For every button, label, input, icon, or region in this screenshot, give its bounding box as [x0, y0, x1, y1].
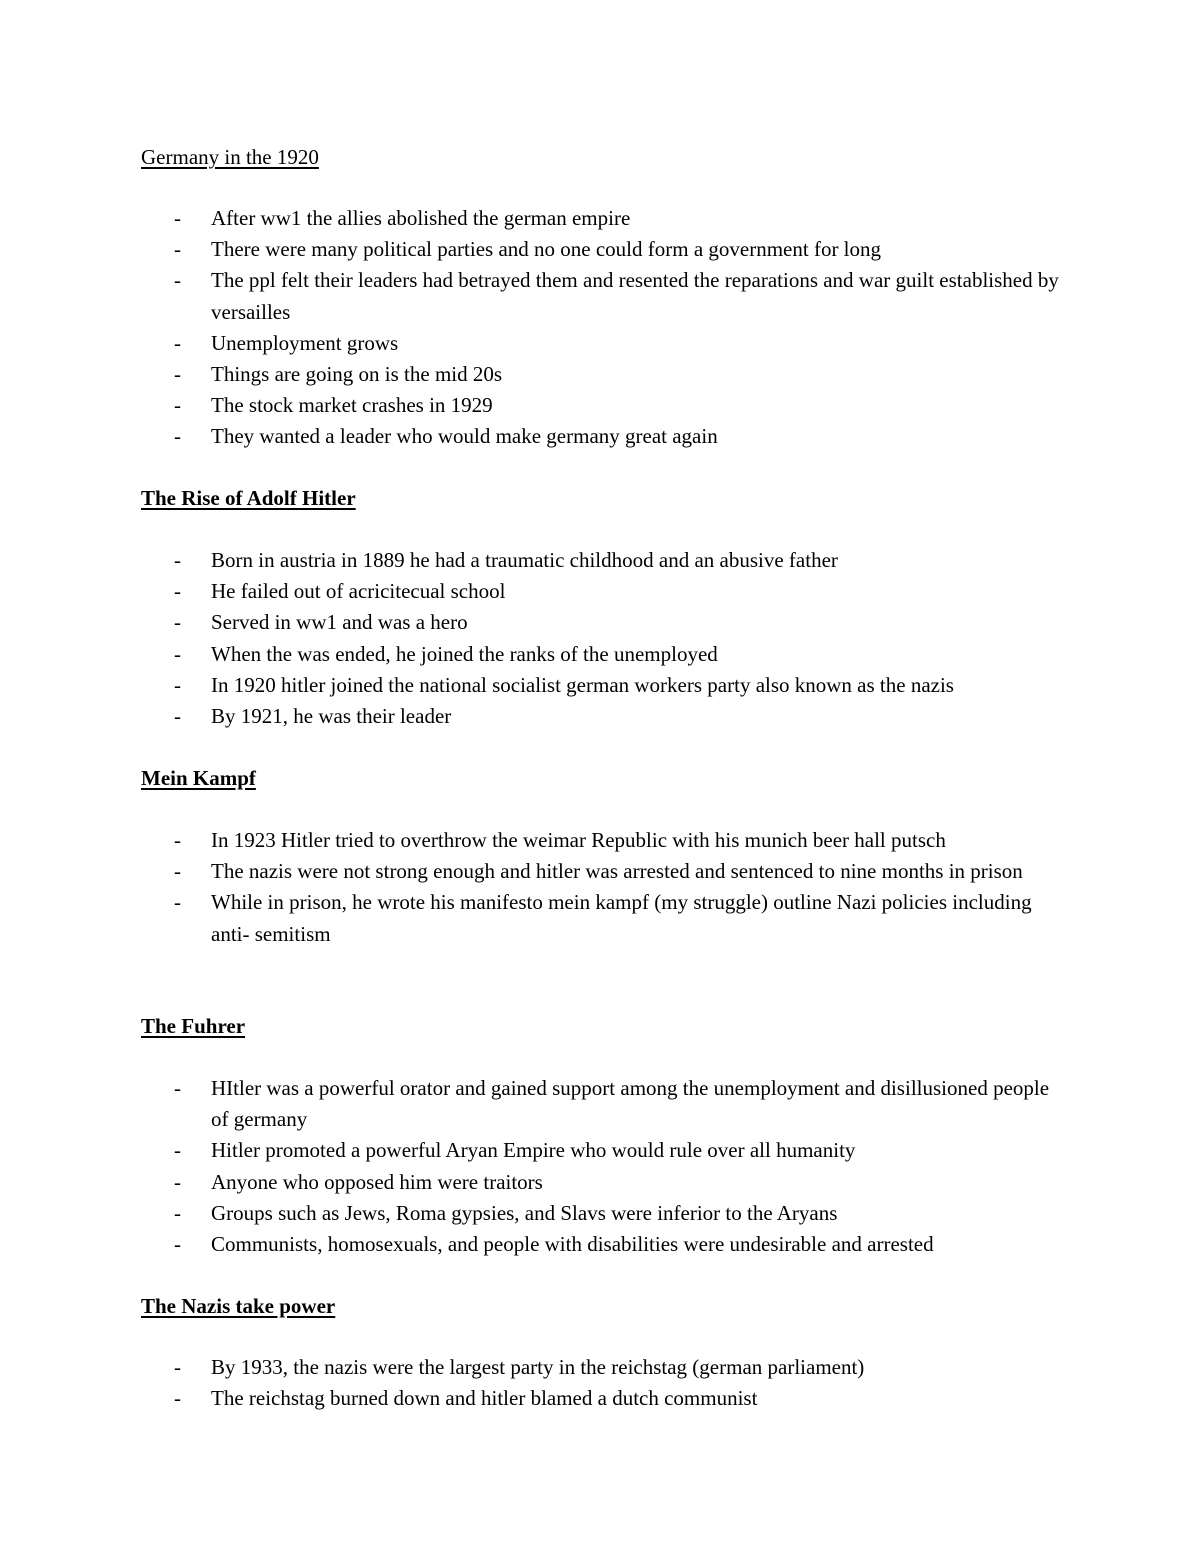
bullet-text: HItler was a powerful orator and gained support among the unemployment and disillusioned people of germany — [211, 1076, 1050, 1132]
bullet-dash: - — [174, 548, 181, 572]
list-item — [0, 576, 1071, 607]
bullet-text: He failed out of acricitecual school — [211, 579, 506, 604]
list-item — [0, 265, 1071, 327]
list-item — [0, 607, 1071, 638]
bullet-text: Born in austria in 1889 he had a traumatic childhood and an abusive father — [211, 548, 838, 572]
bullet-dash: - — [174, 579, 181, 604]
bullet-text: Anyone who opposed him were traitors — [211, 1169, 543, 1194]
bullet-dash: - — [174, 859, 181, 884]
bullet-text: In 1920 hitler joined the national socialist german workers party also known as the nazis — [211, 672, 954, 697]
bullet-text: Unemployment grows — [211, 330, 399, 355]
bullet-dash: - — [174, 206, 181, 230]
section-heading-the-fuhrer: The Fuhrer — [141, 1014, 246, 1038]
bullet-list-mein-kampf — [0, 825, 1071, 950]
bullet-text: By 1933, the nazis were the largest party in the reichstag (german parliament) — [211, 1355, 865, 1379]
section-heading-germany-1920: Germany in the 1920 — [141, 145, 319, 169]
list-item — [0, 856, 1071, 887]
bullet-text: Served in ww1 and was a hero — [211, 610, 468, 635]
bullet-dash: - — [174, 1232, 181, 1257]
list-item — [0, 670, 1071, 701]
bullet-list-rise-of-hitler — [0, 545, 1071, 732]
bullet-dash: - — [174, 641, 181, 666]
bullet-dash: - — [174, 828, 181, 852]
bullet-text: The stock market crashes in 1929 — [211, 393, 493, 418]
bullet-dash: - — [174, 393, 181, 418]
list-item — [0, 1198, 1071, 1229]
list-item — [0, 887, 1071, 949]
bullet-text: The nazis were not strong enough and hitler was arrested and sentenced to nine months in prison — [211, 859, 1023, 884]
bullet-dash: - — [174, 424, 181, 449]
list-item — [0, 421, 1071, 452]
bullet-dash: - — [174, 1138, 181, 1163]
bullet-dash: - — [174, 890, 181, 915]
bullet-dash: - — [174, 672, 181, 697]
bullet-dash: - — [174, 330, 181, 355]
section-heading-mein-kampf: Mein Kampf — [141, 766, 256, 790]
bullet-text: When the was ended, he joined the ranks of the unemployed — [211, 641, 718, 666]
bullet-dash: - — [174, 1200, 181, 1225]
bullet-dash: - — [174, 1076, 181, 1100]
bullet-text: Things are going on is the mid 20s — [211, 362, 503, 387]
list-item — [0, 639, 1071, 670]
list-item — [0, 701, 1071, 732]
bullet-dash: - — [174, 1355, 181, 1379]
bullet-text: They wanted a leader who would make germany great again — [211, 424, 718, 449]
list-item — [0, 234, 1071, 265]
bullet-dash: - — [174, 237, 181, 262]
bullet-text: Groups such as Jews, Roma gypsies, and Slavs were inferior to the Aryans — [211, 1200, 838, 1225]
section-heading-rise-of-hitler: The Rise of Adolf Hitler — [141, 486, 356, 510]
bullet-dash: - — [174, 704, 181, 729]
list-item — [0, 1229, 1071, 1260]
list-item — [0, 825, 1071, 856]
bullet-dash: - — [174, 362, 181, 387]
bullet-dash: - — [174, 1169, 181, 1194]
list-item — [0, 328, 1071, 359]
list-item — [0, 359, 1071, 390]
list-item — [0, 1135, 1071, 1166]
bullet-dash: - — [174, 268, 181, 293]
bullet-text: In 1923 Hitler tried to overthrow the weimar Republic with his munich beer hall putsch — [211, 828, 946, 852]
bullet-text: The ppl felt their leaders had betrayed them and resented the reparations and war guilt established by versailles — [211, 268, 1059, 324]
list-item — [0, 1167, 1071, 1198]
list-item — [0, 545, 1071, 576]
bullet-text: After ww1 the allies abolished the german empire — [211, 206, 631, 230]
bullet-text: Communists, homosexuals, and people with disabilities were undesirable and arrested — [211, 1232, 934, 1257]
bullet-text: By 1921, he was their leader — [211, 704, 452, 729]
bullet-text: There were many political parties and no one could form a government for long — [211, 237, 882, 262]
bullet-list-the-fuhrer — [0, 1073, 1071, 1260]
list-item — [0, 1073, 1071, 1135]
list-item — [0, 390, 1071, 421]
list-item — [0, 1352, 1071, 1383]
list-item — [0, 203, 1071, 234]
bullet-dash: - — [174, 610, 181, 635]
bullet-text: The reichstag burned down and hitler blamed a dutch communist — [211, 1386, 758, 1411]
bullet-dash: - — [174, 1386, 181, 1411]
list-item — [0, 1383, 1071, 1414]
bullet-text: Hitler promoted a powerful Aryan Empire who would rule over all humanity — [211, 1138, 856, 1163]
bullet-list-nazis-take-power — [0, 1352, 1071, 1414]
section-heading-nazis-take-power: The Nazis take power — [141, 1294, 336, 1318]
bullet-list-germany-1920 — [0, 203, 1071, 453]
bullet-text: While in prison, he wrote his manifesto mein kampf (my struggle) outline Nazi policies including anti- semitism — [211, 890, 1032, 946]
